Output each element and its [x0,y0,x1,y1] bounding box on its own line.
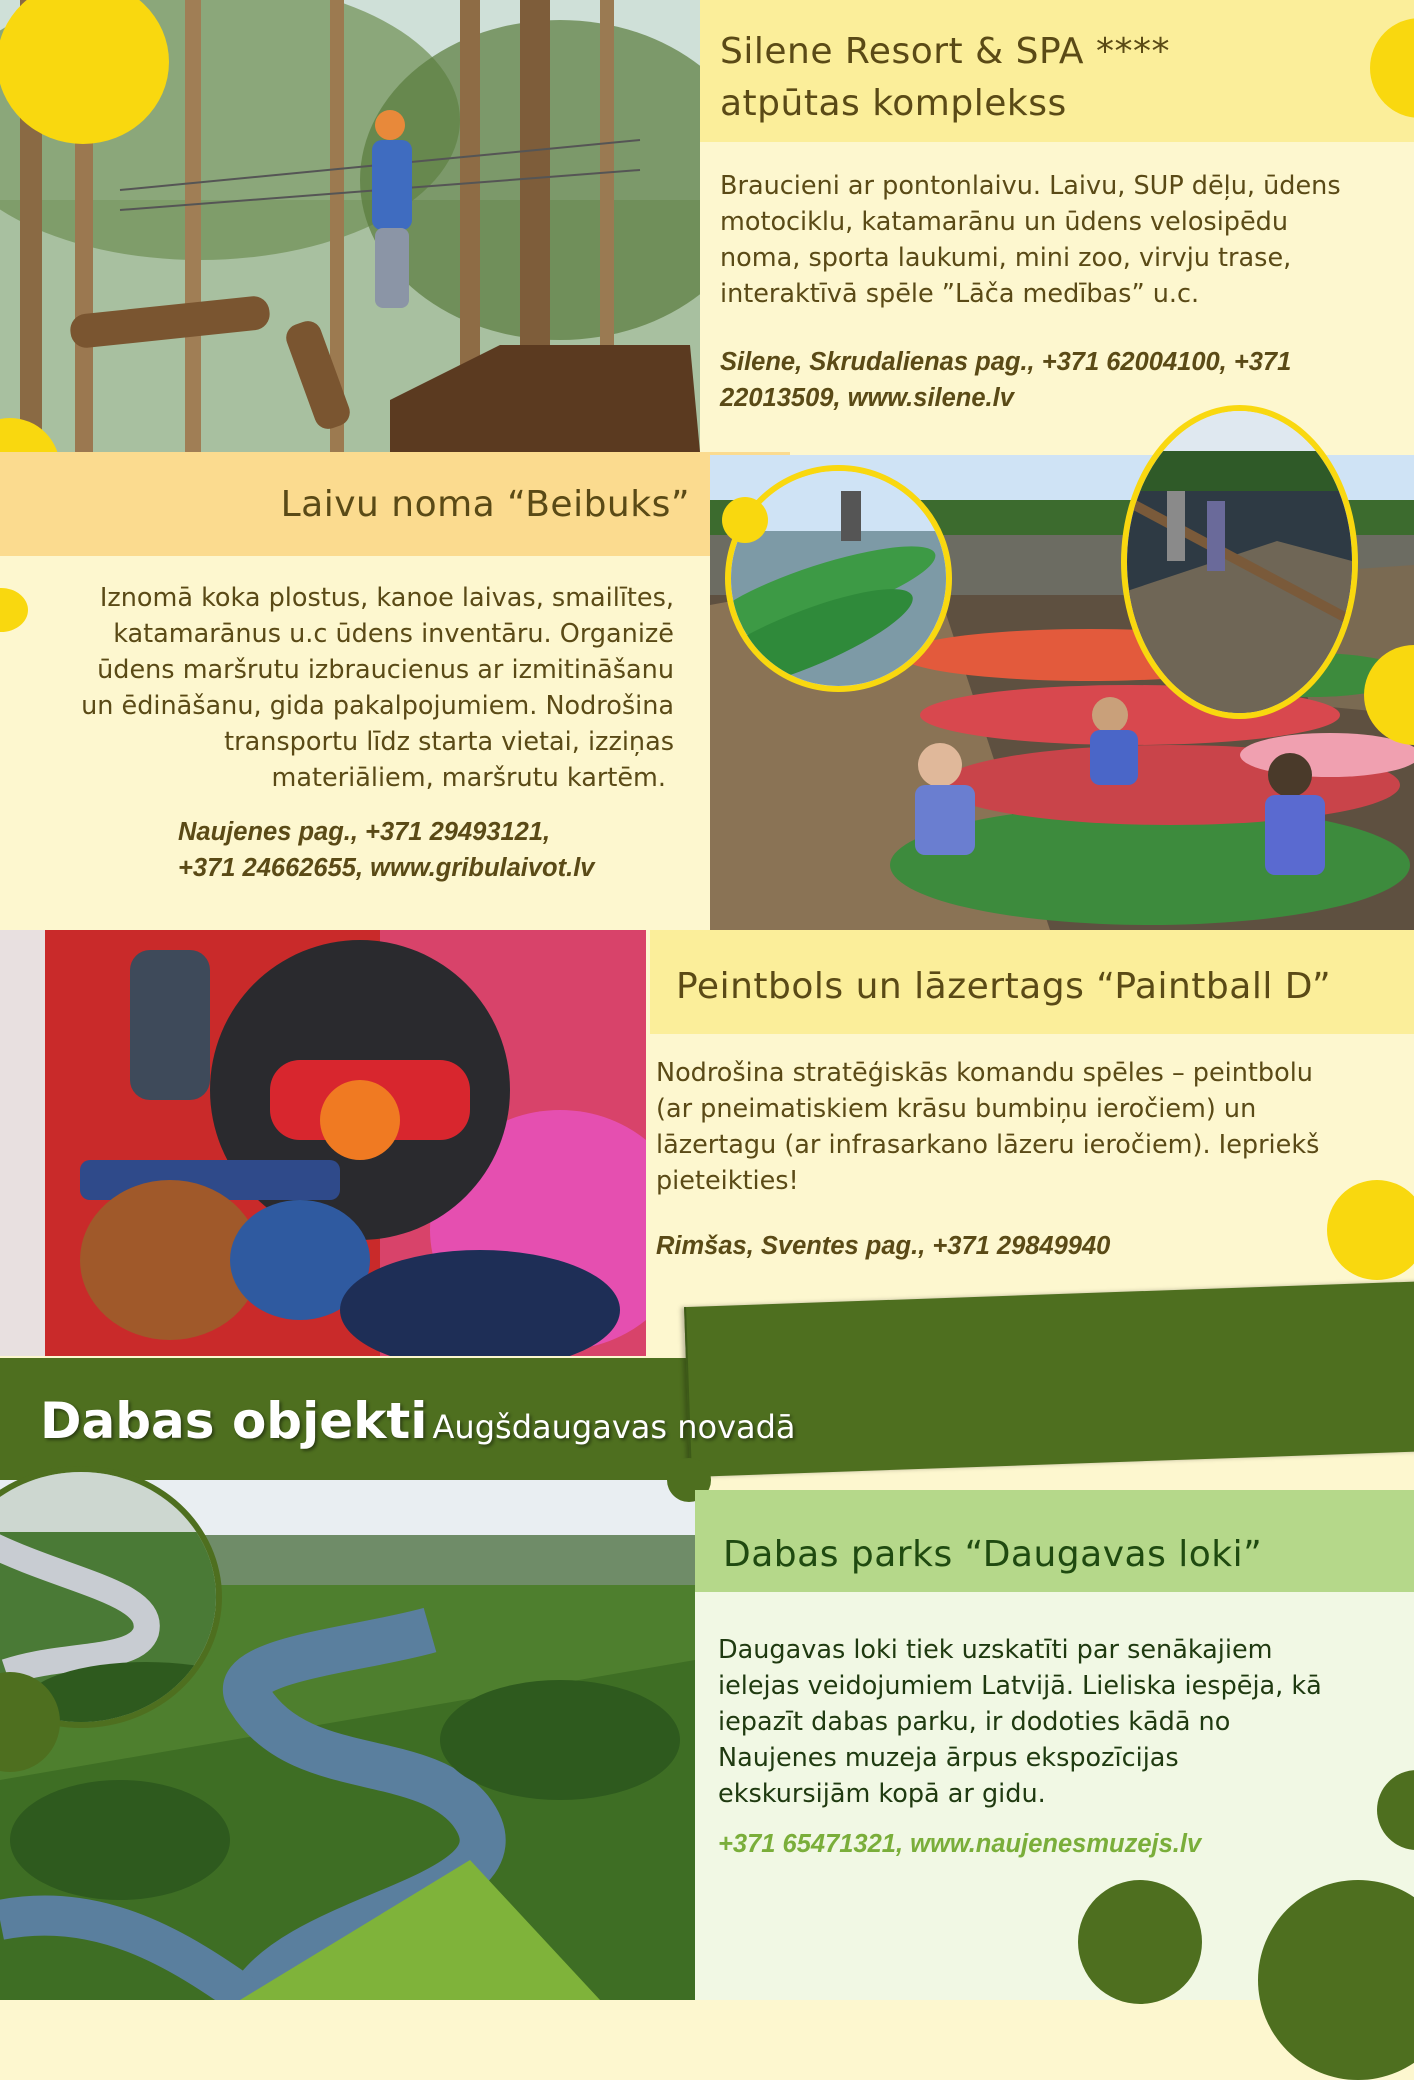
contact-line: Silene, Skrudalienas pag., +371 62004100, +371 [720,348,1292,376]
text-line: Naujenes muzeja ārpus ekspozīcijas [718,1743,1179,1773]
paintball-description [656,1055,1319,1199]
beibuks-contact [178,814,594,886]
beibuks-description [0,580,674,796]
text-line: Nodrošina stratēģiskās komandu spēles – peintbolu [656,1058,1313,1088]
text-line: interaktīvā spēle ”Lāča medības” u.c. [720,279,1200,309]
text-line: un ēdināšanu, gida pakalpojumiem. Nodrošina [81,691,674,721]
yellow-circle-decor [722,497,768,543]
yellow-circle-decor [1327,1180,1414,1280]
daugavas-contact: +371 65471321, www.naujenesmuzejs.lv [718,1830,1202,1858]
text-line: katamarānus u.c ūdens inventāru. Organizē [113,619,674,649]
silene-title-line-2: atpūtas komplekss [720,83,1067,124]
text-line: Braucieni ar pontonlaivu. Laivu, SUP dēļu, ūdens [720,171,1341,201]
silene-description [720,168,1341,312]
silene-contact [720,344,1291,416]
text-line: lāzertagu (ar infrasarkano lāzeru ieročiem). Iepriekš [656,1130,1320,1160]
text-line: Iznomā koka plostus, kanoe laivas, smailītes, [99,583,674,613]
silene-title-line-1: Silene Resort & SPA **** [720,31,1170,72]
kayaks-inset-circle-photo [725,465,952,692]
text-line: transportu līdz starta vietai, izziņas [224,727,674,757]
pontoon-inset-circle-photo [1121,405,1358,719]
section-heading [40,1392,796,1450]
paintball-player-photo [0,930,646,1356]
text-line: pieteikties! [656,1166,799,1196]
text-line: Daugavas loki tiek uzskatīti par senākajiem [718,1635,1273,1665]
silene-title [720,26,1170,130]
contact-line: +371 24662655, www.gribulaivot.lv [178,854,595,882]
text-line: (ar pneimatiskiem krāsu bumbiņu ieročiem) un [656,1094,1257,1124]
green-circle-decor [1078,1880,1202,2004]
text-line: noma, sporta laukumi, mini zoo, virvju trase, [720,243,1292,273]
text-line: iepazīt dabas parku, ir dodoties kādā no [718,1707,1231,1737]
contact-line: 22013509, www.silene.lv [720,384,1014,412]
contact-line: Naujenes pag., +371 29493121, [178,818,551,846]
text-line: motociklu, katamarānu un ūdens velosipēdu [720,207,1289,237]
section-heading-rest: Augšdaugavas novadā [432,1408,796,1446]
paintball-title: Peintbols un lāzertags “Paintball D” [676,966,1332,1007]
text-line: ūdens maršrutu izbraucienus ar izmitināšanu [97,655,674,685]
beibuks-title: Laivu noma “Beibuks” [280,484,690,525]
daugavas-title: Dabas parks “Daugavas loki” [723,1534,1263,1575]
text-line: ekskursijām kopā ar gidu. [718,1779,1046,1809]
paintball-contact: Rimšas, Sventes pag., +371 29849940 [656,1232,1111,1260]
section-heading-bold: Dabas objekti [40,1392,428,1450]
text-line: ielejas veidojumiem Latvijā. Lieliska iespēja, kā [718,1671,1322,1701]
text-line: materiāliem, maršrutu kartēm. [271,763,666,793]
daugavas-description [718,1632,1322,1812]
